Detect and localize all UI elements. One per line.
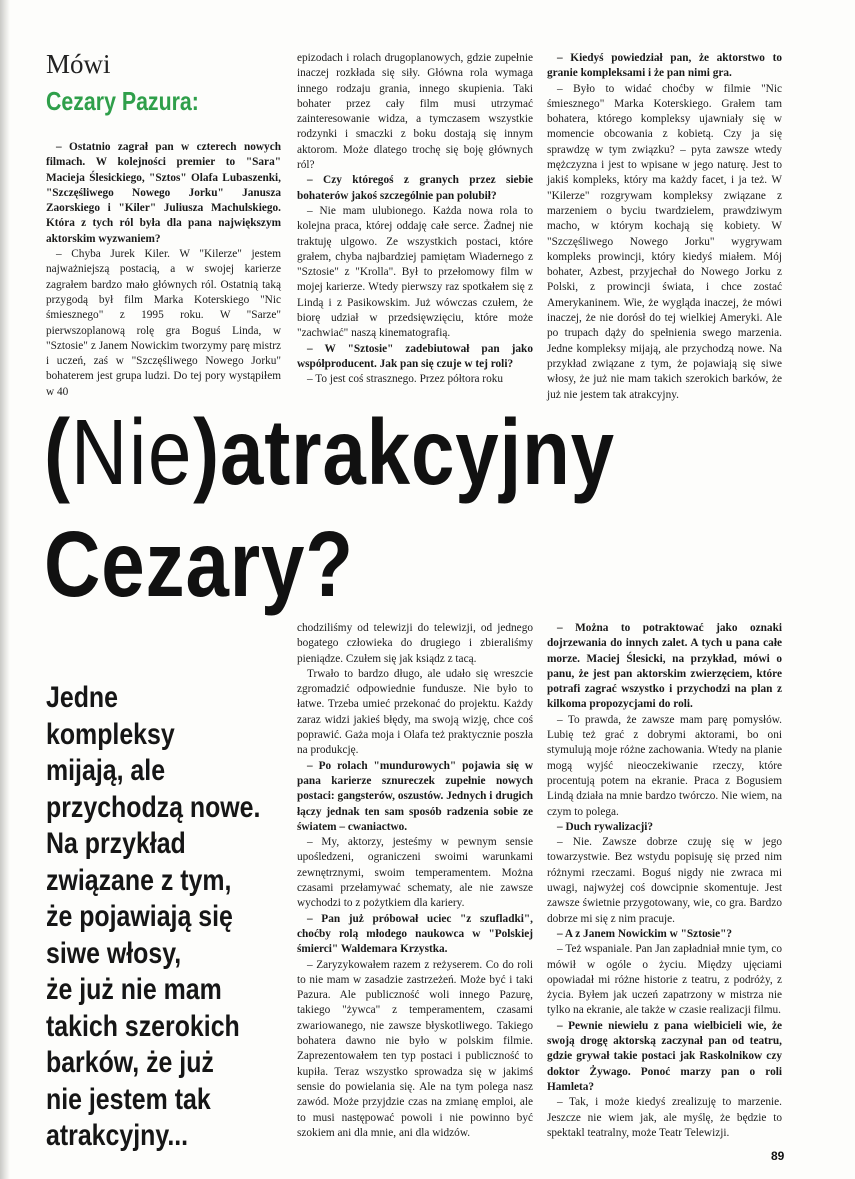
headline-line-1: [44, 400, 615, 504]
interview-answer: – To jest coś strasznego. Przez półtora roku: [307, 373, 504, 386]
text-column-5: [547, 621, 782, 1141]
interview-answer: – Tak, i może kiedyś zrealizuję to marzenie. Jeszcze nie wiem jak, ale myślę, że będzie to spektakl teatralny, może Teatr Telewizji.: [547, 1096, 782, 1139]
text-column-2: [297, 51, 533, 388]
interview-question: – Kiedyś powiedział pan, że aktorstwo to granie kompleksami i że pan nimi gra.: [547, 52, 782, 80]
headline-paren-open: (: [44, 400, 71, 504]
interview-question: – Czy któregoś z granych przez siebie bohaterów jakoś szczególnie pan polubił?: [297, 174, 533, 202]
interview-answer: – Było to widać choćby w filmie "Nic śmiesznego" Marka Koterskiego. Grałem tam bohatera, którego kompleksy ujawniały się w momencie obcowania z kobietą. Czy ja się sprawdzę w tym związku? – pyta zawsze wtedy mężczyzna i jest to wpisane w jego naturę. Jest to jakiś kompleks, który ma każdy facet, i ja też. W "Kilerze" rozgrywam kompleksy związane z marzeniem o byciu twardzielem, prawdziwym macho, w którym kochają się kobiety. W "Szczęśliwego Nowego Jorku" wygrywam kompleks prowincji, który kiedyś miałem. Mój bohater, Azbest, przyjechał do Nowego Jorku z Polski, z prowincji świata, i chce zostać Amerykaninem. Wie, że wygląda inaczej, że mówi inaczej, że nie dorósł do tej wielkiej Ameryki. Ale po trupach dąży do spełnienia swego marzenia. Jedne kompleksy mijają, ale przychodzą nowe. Na przykład związane z tym, że pojawiają się siwe włosy, że już nie mam takich szerokich barków, że już nie jestem tak atrakcyjny.: [547, 82, 782, 401]
pull-quote-line: przychodzą nowe.: [46, 790, 261, 824]
text-column-1: [46, 140, 281, 400]
pull-quote-line: że już nie mam: [46, 973, 222, 1006]
page-number: 89: [771, 1149, 785, 1163]
pull-quote-line: Jedne: [46, 681, 118, 714]
interview-question: – Można to potraktować jako oznaki dojrzewania do innych zalet. A tych u pana całe morze. Maciej Ślesicki, na przykład, mówi o panu, że jest pan aktorskim zwierzęciem, które potrafi zagrać wszystko i przychodzi na plan z kilkoma propozycjami do roli.: [547, 622, 782, 711]
pull-quote-line: nie jestem tak: [46, 1082, 211, 1116]
interview-answer: – Nie. Zawsze dobrze czuję się w jego towarzystwie. Bez wstydu popisuję się przed nim różnymi rzeczami. Boguś nigdy nie zwraca mi uwagi, najwyżej coś dowcipnie skomentuje. Jest zawsze świetnie przygotowany, wie, co gra. Bardzo dobrze mi się z nim pracuje.: [547, 836, 782, 925]
interview-question: – Duch rywalizacji?: [557, 820, 654, 833]
pull-quote-line: kompleksy: [46, 717, 175, 751]
interview-answer: – Też wspaniale. Pan Jan zapładniał mnie tym, co mówił w ogóle o życiu. Między ujęciami opowiadał mi różne historie z teatru, z podróży, z życia. Byłem jak uczeń zapatrzony w mistrza nie tylko na ekranie, ale także w czasie realizacji filmu.: [547, 943, 782, 1017]
interview-answer: – My, aktorzy, jesteśmy w pewnym sensie upośledzeni, ograniczeni swoimi warunkami zewnętrznymi, swoim temperamentem. Można czasami przełamywać schematy, ale nie zawsze wychodzi to z pożytkiem dla kariery.: [297, 836, 533, 910]
headline-line-2: Cezary?: [44, 512, 354, 616]
interview-answer: – Zaryzykowałem razem z reżyserem. Co do roli to nie mam w zasadzie zastrzeżeń. Może być i taki Pazura. Ale publiczność woli innego Pazurę, takiego "żywca" z temperamentem, czasami zwariowanego, nie zawsze błyskotliwego. Takiego bohatera dawno nie było w polskim filmie. Zaprezentowałem ten typ postaci i publiczność to kupiła. Teraz wszystko sprowadza się w jakimś sensie do powielania się. Ale na tym polega nasz zawód. Może przyjdzie czas na zmianę emploi, ale to musi następować powoli i nie powinno być szokiem ani dla mnie, ani dla widzów.: [297, 958, 533, 1139]
page-spine-shadow: [0, 0, 10, 1179]
interview-question: – A z Janem Nowickim w "Sztosie"?: [557, 927, 733, 940]
interview-answer: Trwało to bardzo długo, ale udało się wreszcie zgromadzić odpowiednie fundusze. Nie było to łatwe. Trzeba umieć przekonać do projektu. Każdy zaraz widzi jakieś błędy, ma swoją wizję, chce coś poprawić. Gaża moja i Olafa też praktycznie poszła na produkcję.: [297, 667, 533, 757]
pull-quote-line: takich szerokich: [46, 1009, 240, 1043]
interview-question: – Pewnie niewielu z pana wielbicieli wie, że swoją drogę aktorską zaczynał pan od teatru, gdzie grywał takie postaci jak Raskolnikow czy doktor Żywago. Ponoć marzy pan o roli Hamleta?: [547, 1019, 782, 1093]
interview-question: – Ostatnio zagrał pan w czterech nowych filmach. W kolejności premier to "Sara" Macieja Ślesickiego, "Sztos" Olafa Lubaszenki, "Szczęśliwego Nowego Jorku" Janusza Zaorskiego i "Kiler" Juliusza Machulskiego. Która z tych ról była dla pana największym aktorskim wyzwaniem?: [46, 141, 281, 245]
pull-quote-line: mijają, ale: [46, 754, 166, 787]
interview-answer: – Chyba Jurek Kiler. W "Kilerze" jestem najważniejszą postacią, a w swojej karierze zagrałem bardzo mało głównych ról. Ostatnią taką przygodą był film Marka Koterskiego "Nic śmiesznego" z 1995 roku. W "Sarze" pierwszoplanową rolę gra Boguś Linda, w "Sztosie" z Janem Nowickim tworzymy parę mistrz i uczeń, zaś w "Szczęśliwego Nowego Jorku" bohaterem jest grupa ludzi. Do tej pory wystąpiłem w 40: [46, 248, 281, 398]
headline-rest: atrakcyjny: [219, 400, 615, 504]
interview-answer: – To prawda, że zawsze mam parę pomysłów. Lubię też grać z dobrymi aktorami, bo oni stymulują moje różne zachowania. Wtedy na planie mogą wyjść nieoczekiwanie rzeczy, które procentują potem na ekranie. Praca z Bogusiem Lindą działa na mnie bardzo twórczo. Nie wiem, na czym to polega.: [547, 713, 782, 818]
pull-quote-line: barków, że już: [46, 1046, 214, 1079]
pull-quote-line: atrakcyjny...: [46, 1119, 189, 1152]
interview-question: – W "Sztosie" zadebiutował pan jako współproducent. Jak pan się czuje w tej roli?: [297, 342, 533, 370]
speaker-name: Cezary Pazura:: [46, 86, 199, 116]
kicker-label: Mówi: [46, 49, 111, 79]
pull-quote: [46, 680, 260, 1155]
text-column-3: [547, 51, 782, 403]
interview-answer: chodziliśmy od telewizji do telewizji, od jednego bogatego człowieka do drugiego i zbieraliśmy pieniądze. Czułem się jak ksiądz z tacą.: [297, 622, 533, 665]
interview-question: – Po rolach "mundurowych" pojawia się w pana karierze sznureczek zupełnie nowych postaci: gangsterów, oszustów. Jednych i drugich łączy jednak ten sam sposób radzenia sobie ze światem – cwaniactwo.: [297, 759, 533, 833]
interview-answer: – Nie mam ulubionego. Każda nowa rola to kolejna praca, której oddaję całe serce. Żadnej nie traktuję ulgowo. Ze wszystkich postaci, które grałem, chyba najbardziej pamiętam Wiadernego z "Sztosie" z "Krolla". Był to przełomowy film w mojej karierze. Wtedy pierwszy raz spotkałem się z Lindą i z Pasikowskim. Już wówczas czułem, że biorę udział w przedsięwzięciu, które może "zachwiać" naszą kinematografią.: [297, 204, 533, 340]
headline-paren-close: ): [193, 400, 220, 504]
interview-question: – Pan już próbował uciec "z szufladki", choćby rolą młodego naukowca w "Polskiej śmierci" Waldemara Krzystka.: [297, 912, 533, 956]
pull-quote-line: związane z tym,: [46, 863, 232, 897]
pull-quote-line: siwe włosy,: [46, 936, 182, 970]
text-column-4: [297, 621, 533, 1141]
pull-quote-line: że pojawiają się: [46, 900, 233, 933]
pull-quote-line: Na przykład: [46, 827, 186, 860]
interview-answer: epizodach i rolach drugoplanowych, gdzie zupełnie inaczej rozkłada się siły. Główna rola wymaga innego rodzaju grania, innego skupienia. Taki bohater przez cały film musi utrzymać zainteresowanie widza, a tymczasem wszystkie rodzynki i smaczki z boku dostają się innym aktorom. Może dlatego trochę się boję głównych ról?: [297, 52, 533, 172]
headline-inner: Nie: [70, 400, 194, 504]
